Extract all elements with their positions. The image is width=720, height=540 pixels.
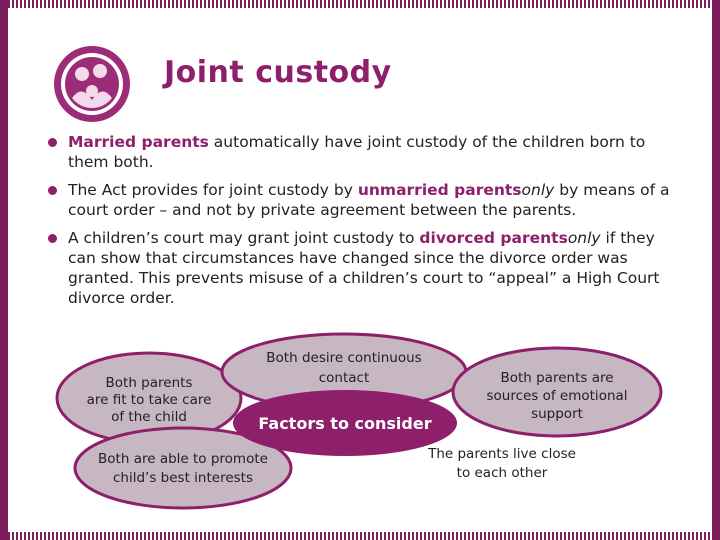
highlight-married: Married parents (68, 133, 209, 151)
bullet-text: automatically have joint custody of the children born to them both. (68, 133, 646, 171)
label-live-close-line2: to each other (456, 465, 548, 481)
label-support-line3: support (531, 406, 583, 422)
bullet-text-post: by means of a court order – and not by private agreement between the parents. (68, 181, 670, 219)
bullet-text-pre: The Act provides for joint custody by (68, 181, 358, 199)
page-title: Joint custody (164, 55, 392, 90)
label-interests-line2: child’s best interests (113, 470, 253, 486)
bullet-text-pre: A children’s court may grant joint custody to (68, 229, 420, 247)
italic-only: only (521, 181, 555, 199)
label-contact-line2: contact (318, 370, 370, 386)
center-label: Factors to consider (258, 414, 432, 433)
label-fit-line3: of the child (111, 409, 187, 425)
label-contact-line1: Both desire continuous (266, 350, 422, 366)
label-fit-line2: are fit to take care (86, 392, 212, 408)
highlight-divorced: divorced parents (419, 229, 568, 247)
italic-only: only (567, 229, 601, 247)
label-fit-line1: Both parents (105, 375, 193, 391)
label-support-line2: sources of emotional (486, 388, 628, 404)
label-live-close-line1: The parents live close (428, 446, 576, 462)
bullet-text-post: if they can show that circumstances have changed since the divorce order was granted. This prevents misuse of a children’s court to “appeal” a High Court divorce order. (68, 229, 660, 307)
label-support-line1: Both parents are (500, 370, 614, 386)
label-interests-line1: Both are able to promote (98, 451, 268, 467)
highlight-unmarried: unmarried parents (357, 181, 522, 199)
